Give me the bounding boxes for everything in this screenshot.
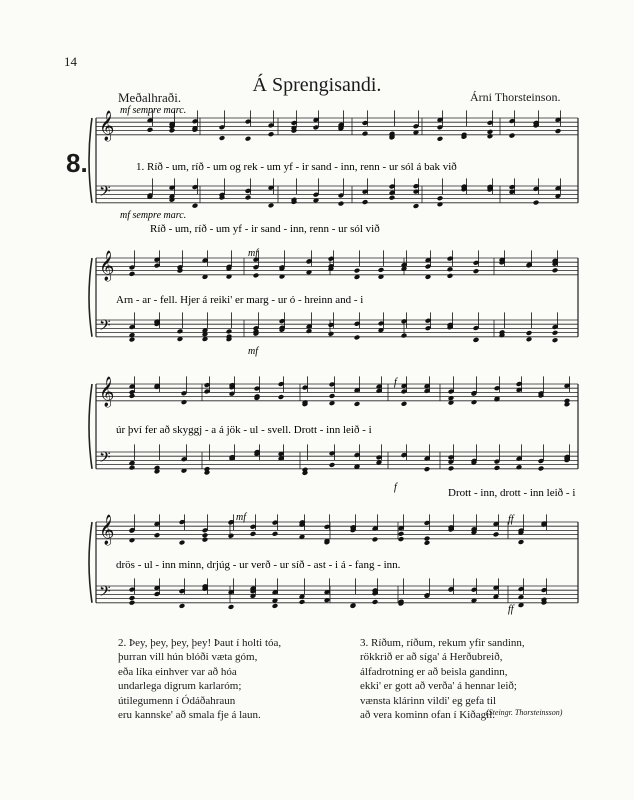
- verse-3-line: álfadrotning er að beisla gandinn,: [360, 665, 508, 678]
- note-head: [372, 536, 379, 542]
- note-head: [447, 273, 454, 279]
- note-head: [202, 537, 209, 543]
- lyric-system-1-treble: 1. Ríð - um, ríð - um og rek - um yf - ir sand - inn, renn - ur sól á bak við: [136, 161, 457, 173]
- verse-2-line: undarlega digrum karlaróm;: [118, 680, 242, 693]
- song-number: 8.: [66, 148, 88, 178]
- note-head: [306, 269, 313, 275]
- note-head: [354, 268, 361, 274]
- note-head: [398, 531, 405, 537]
- note-head: [437, 195, 444, 201]
- note-head: [552, 267, 559, 273]
- note-head: [129, 595, 136, 601]
- note-head: [538, 466, 545, 472]
- note-head: [473, 337, 480, 343]
- treble-clef: 𝄞: [99, 111, 115, 141]
- note-head: [372, 599, 379, 605]
- note-head: [338, 201, 345, 207]
- note-head: [447, 266, 454, 272]
- note-head: [179, 603, 186, 609]
- dynamic-mf-sempre-marc-bottom: mf sempre marc.: [120, 210, 187, 221]
- note-head: [278, 394, 285, 400]
- tempo-marking: Meðalhraði.: [118, 90, 182, 105]
- note-head: [401, 333, 408, 339]
- note-head: [493, 531, 500, 537]
- note-head: [494, 465, 501, 471]
- verse-2: [118, 636, 281, 722]
- note-head: [129, 271, 136, 277]
- lyric-system-1-bass: Ríð - um, ríð - um yf - ir sand - inn, renn - ur sól við: [150, 223, 380, 235]
- note-head: [533, 200, 540, 206]
- composer-name: Árni Thorsteinson.: [470, 90, 561, 104]
- translator-credit: (Steingr. Thorsteinsson): [486, 708, 563, 717]
- bass-clef: 𝄢: [99, 317, 111, 338]
- brace: [89, 522, 92, 603]
- lyric-system-4: drös - ul - inn minn, drjúg - ur verð - ur síð - ast - i á - fang - inn.: [116, 559, 401, 571]
- note-head: [228, 533, 235, 539]
- note-head: [509, 133, 516, 139]
- note-head: [354, 335, 361, 341]
- note-head: [401, 401, 408, 407]
- verse-3-line: að vera kominn ofan í Kiðagil.: [360, 709, 496, 722]
- note-head: [552, 330, 559, 336]
- note-head: [299, 599, 306, 605]
- dynamic-ff-s4-bottom: ff: [508, 604, 514, 615]
- note-head: [378, 267, 385, 273]
- note-head: [328, 331, 335, 337]
- note-head: [129, 337, 136, 343]
- lyric-system-3-bass: Drott - inn, drott - inn leið - i: [448, 487, 576, 499]
- note-head: [437, 136, 444, 142]
- note-head: [245, 195, 252, 201]
- note-head: [324, 597, 331, 603]
- note-head: [129, 460, 136, 466]
- note-head: [177, 328, 184, 334]
- note-head: [471, 399, 478, 405]
- dynamic-mf-s4-top: mf: [236, 512, 246, 523]
- note-head: [154, 532, 161, 538]
- note-head: [253, 272, 260, 278]
- note-head: [424, 466, 431, 472]
- note-head: [272, 531, 279, 537]
- verse-3-line: ekki' er gott að verða' á hennar leið;: [360, 680, 517, 693]
- bass-clef: 𝄢: [99, 183, 111, 204]
- note-head: [437, 201, 444, 207]
- page-number: 14: [64, 54, 77, 69]
- note-head: [129, 600, 136, 606]
- dynamic-f-s3-bottom: f: [394, 482, 397, 493]
- lyric-system-3: úr því fer að skyggj - a á jök - ul - svell. Drott - inn leið - i: [116, 424, 372, 436]
- note-head: [154, 465, 161, 471]
- verse-2-line: eða líka einhver var að hóa: [118, 665, 237, 678]
- note-head: [448, 465, 455, 471]
- dynamic-ff-s4-top: ff: [508, 514, 514, 525]
- note-head: [129, 465, 136, 471]
- note-head: [518, 594, 525, 600]
- note-head: [306, 328, 313, 334]
- note-head: [268, 131, 275, 137]
- note-head: [448, 395, 455, 401]
- note-head: [555, 128, 562, 134]
- note-head: [398, 536, 405, 542]
- note-head: [272, 603, 279, 609]
- brace: [89, 384, 92, 469]
- note-head: [526, 336, 533, 342]
- verse-3-line: rökkrið er að síga' á Herðubreið,: [360, 651, 503, 664]
- treble-clef: 𝄞: [99, 515, 115, 545]
- treble-clef: 𝄞: [99, 377, 115, 407]
- note-head: [552, 337, 559, 343]
- note-head: [202, 331, 209, 337]
- note-head: [245, 136, 252, 142]
- note-head: [268, 203, 275, 209]
- note-head: [228, 604, 235, 610]
- verse-2-line: þurran vill hún blóði væta góm,: [118, 651, 258, 664]
- staff-lines: [89, 118, 578, 603]
- note-head: [526, 330, 533, 336]
- verse-2-line: útilegumenn í Ódáðahraun: [118, 694, 236, 707]
- note-head: [202, 532, 209, 538]
- note-head: [424, 536, 431, 542]
- clefs: [99, 110, 114, 604]
- note-head: [192, 203, 199, 209]
- brace: [89, 118, 92, 203]
- verse-2-line: 2. Þey, þey, þey, þey! Þaut í holti tóa,: [118, 637, 282, 649]
- bass-clef: 𝄢: [99, 449, 111, 470]
- note-head: [179, 540, 186, 546]
- note-head: [362, 199, 369, 205]
- note-head: [516, 464, 523, 470]
- dynamic-f-s3-top: f: [394, 377, 397, 388]
- brace: [89, 258, 92, 337]
- note-head: [350, 603, 357, 609]
- lyric-system-2: Arn - ar - fell. Hjer á reiki' er marg - ur ó - hreinn and - i: [116, 294, 364, 306]
- note-head: [487, 129, 494, 135]
- treble-clef: 𝄞: [99, 251, 115, 281]
- dynamic-mf-s2-top: mf: [248, 248, 258, 259]
- note-head: [389, 195, 396, 201]
- note-head: [181, 399, 188, 405]
- dynamic-mf-s2-bottom: mf: [248, 346, 258, 357]
- note-head: [473, 268, 480, 274]
- verse-3-line: vænsta klárinn vildi' eg gefa til: [360, 694, 497, 707]
- note-head: [219, 135, 226, 141]
- note-head: [129, 537, 136, 543]
- note-head: [518, 539, 525, 545]
- bass-clef: 𝄢: [99, 583, 111, 604]
- note-head: [362, 131, 369, 137]
- note-head: [424, 540, 431, 546]
- note-head: [226, 329, 233, 335]
- dynamic-mf-sempre-marc-top: mf sempre marc.: [120, 105, 187, 116]
- note-head: [354, 401, 361, 407]
- note-head: [147, 127, 154, 133]
- verse-2-line: eru kannske' að smala fje á laun.: [118, 709, 261, 722]
- note-head: [487, 133, 494, 139]
- note-head: [329, 462, 336, 468]
- note-head: [413, 203, 420, 209]
- song-title: Á Sprengisandi.: [252, 74, 382, 96]
- note-head: [329, 393, 336, 399]
- verse-3-line: 3. Ríðum, ríðum, rekum yfir sandinn,: [360, 637, 525, 649]
- note-head: [250, 531, 257, 537]
- note-head: [564, 398, 571, 404]
